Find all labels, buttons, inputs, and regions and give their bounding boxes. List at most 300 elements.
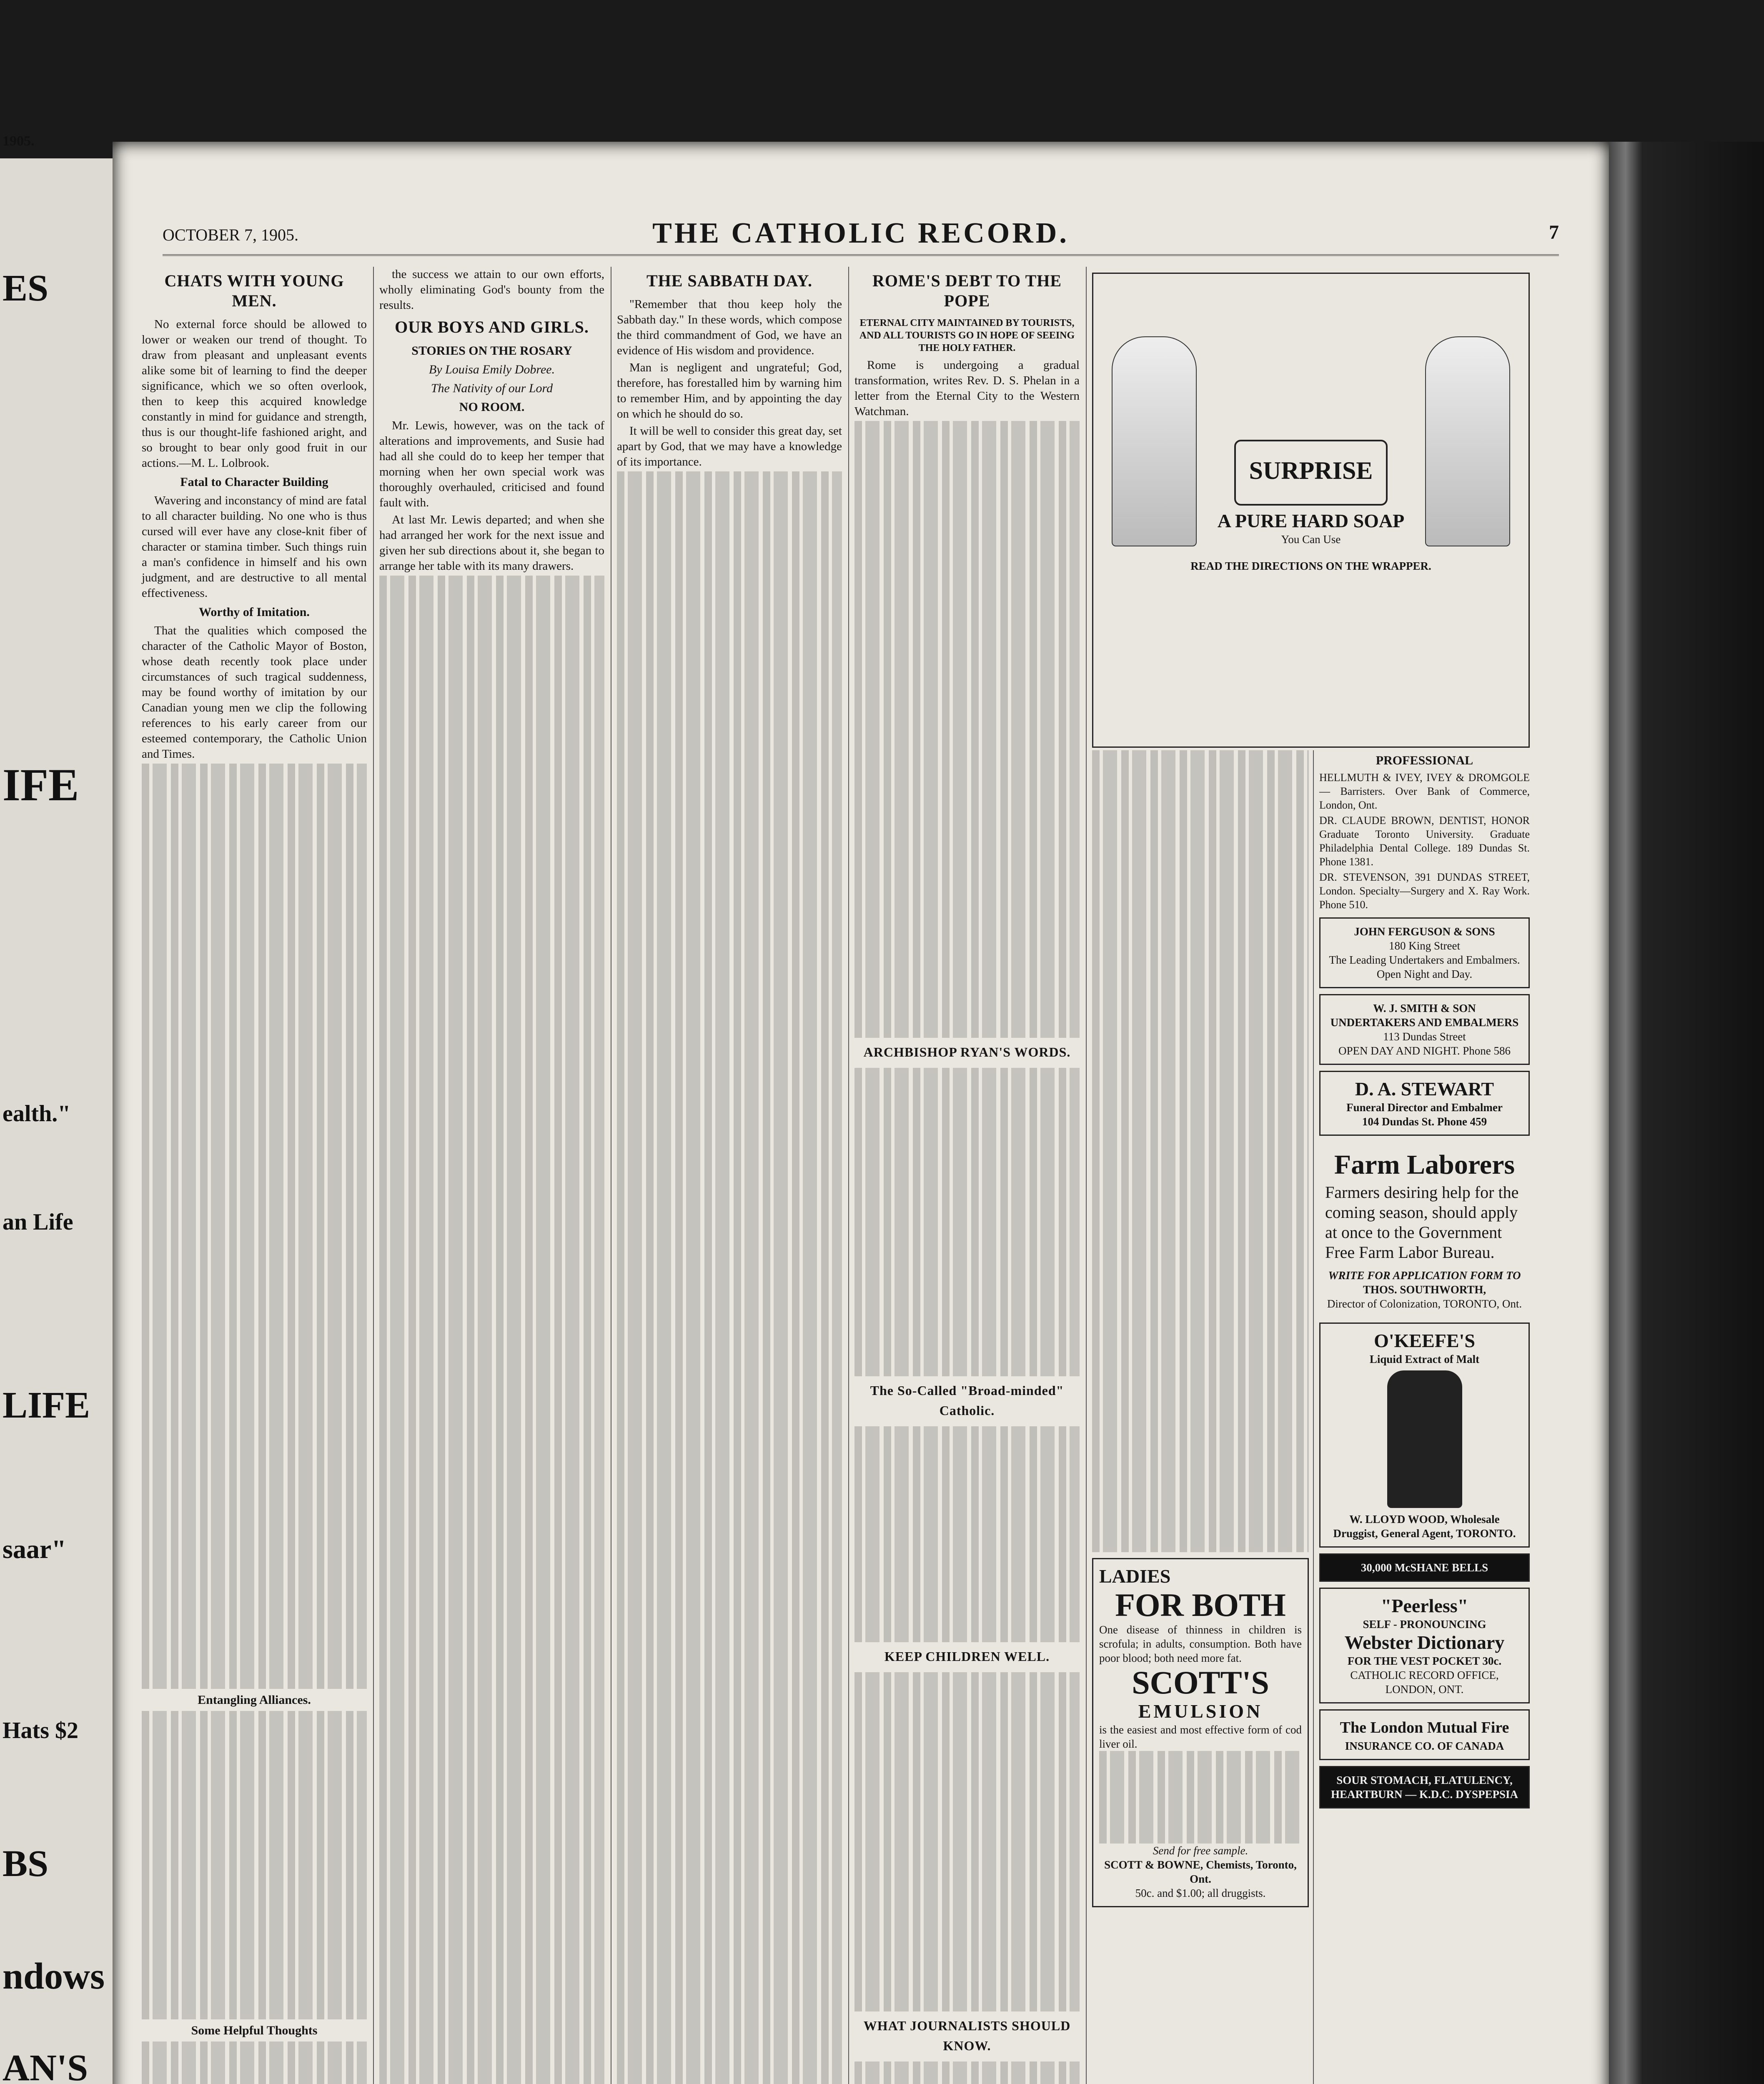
- text-line: [617, 2014, 842, 2029]
- text-line: [854, 1361, 1080, 1376]
- text-line: [617, 579, 842, 595]
- newspaper-page: [113, 142, 1609, 2084]
- text-line: [142, 1643, 367, 1658]
- text-line: [142, 1973, 367, 1989]
- text-line: [1092, 1506, 1309, 1521]
- text-line: [617, 1535, 842, 1551]
- text-line: [142, 1288, 367, 1303]
- text-line: [854, 483, 1080, 498]
- text-line: [379, 1593, 604, 1609]
- text-line: [379, 1393, 604, 1408]
- text-line: [854, 1068, 1080, 1083]
- text-line: [617, 811, 842, 826]
- text-line: [854, 1672, 1080, 1688]
- text-line: [854, 699, 1080, 714]
- text-line: [379, 1979, 604, 1994]
- text-line: [854, 436, 1080, 452]
- text-line: [1092, 1012, 1309, 1028]
- text-line: [617, 1489, 842, 1505]
- text-line: [142, 1658, 367, 1673]
- text-line: [379, 1455, 604, 1470]
- text-line: [1099, 1813, 1302, 1828]
- fragment: IFE: [3, 759, 79, 810]
- paragraph: Wavering and inconstancy of mind are fatal to all character building. No one who is thus cursed will ever have any close-knit fiber of character or stamina timber. Such things ruin a man's confidence in himself and his own judgment, and are destructive to all mental effectiveness.: [142, 494, 367, 600]
- text-line: [854, 1934, 1080, 1950]
- subheading: ETERNAL CITY MAINTAINED BY TOURISTS, AND ALL TOURISTS GO IN HOPE OF SEEING THE HOLY FATHER.: [859, 318, 1075, 353]
- text-line: [854, 899, 1080, 914]
- text-line: [854, 1176, 1080, 1191]
- text-line: [617, 1227, 842, 1242]
- text-line: [617, 1767, 842, 1782]
- text-line: [379, 961, 604, 977]
- text-line: [617, 1736, 842, 1751]
- text-line: [617, 1520, 842, 1535]
- text-line: [1099, 1828, 1302, 1844]
- text-line: [617, 934, 842, 949]
- text-line: [617, 1011, 842, 1027]
- text-line: [617, 1412, 842, 1428]
- text-line: [142, 1180, 367, 1195]
- text-line: [142, 887, 367, 902]
- text-line: [379, 1547, 604, 1563]
- text-line: [854, 1426, 1080, 1442]
- text-line: [379, 1902, 604, 1917]
- text-line: [1092, 827, 1309, 843]
- text-line: [379, 1871, 604, 1886]
- text-line: [1092, 1537, 1309, 1552]
- text-line: [1092, 982, 1309, 997]
- text-line: [142, 1411, 367, 1427]
- text-line: [142, 1927, 367, 1942]
- text-line: [379, 792, 604, 807]
- column-boys-and-girls: [379, 267, 604, 2084]
- text-line: [617, 595, 842, 610]
- text-line: [617, 1135, 842, 1150]
- column-chats-young-men: [142, 267, 367, 2084]
- text-line: [854, 1873, 1080, 1888]
- text-line: [854, 884, 1080, 899]
- text-line: [617, 687, 842, 703]
- text-line: [854, 1488, 1080, 1503]
- bells-text: 30,000 McSHANE BELLS: [1361, 1561, 1488, 1574]
- farm-body: Farmers desiring help for the coming season, should apply at once to the Government Free Farm Labor Bureau.: [1325, 1183, 1519, 1262]
- text-line: [617, 1659, 842, 1674]
- text-line: [1092, 1059, 1309, 1074]
- text-line: [379, 1717, 604, 1732]
- text-line: [617, 1813, 842, 1829]
- text-line: [854, 837, 1080, 853]
- paragraph: "Remember that thou keep holy the Sabbath day." In these words, which compose the third commandment of God, we have an evidence of His wisdom and providence.: [617, 298, 842, 357]
- text-line: [142, 933, 367, 949]
- text-line: [617, 1674, 842, 1690]
- text-line: [617, 1381, 842, 1397]
- ladies-heading: LADIES: [1099, 1566, 1171, 1587]
- text-line: [854, 1145, 1080, 1160]
- text-line: [1092, 1275, 1309, 1290]
- text-line: [142, 1010, 367, 1026]
- text-line: [617, 1073, 842, 1088]
- text-line: [142, 1334, 367, 1350]
- text-line: [142, 1881, 367, 1896]
- text-line: [142, 1134, 367, 1149]
- text-line: [1092, 1259, 1309, 1275]
- text-line: [617, 764, 842, 780]
- article-heading: KEEP CHILDREN WELL.: [884, 1649, 1050, 1664]
- text-line: [854, 2061, 1080, 2077]
- text-line: [1092, 1151, 1309, 1167]
- text-line: [617, 533, 842, 549]
- text-line: [379, 1994, 604, 2010]
- text-line: [617, 1782, 842, 1798]
- text-line: [854, 1550, 1080, 1565]
- text-line: [1092, 997, 1309, 1012]
- text-line: [142, 1566, 367, 1581]
- text-line: [1092, 1120, 1309, 1136]
- text-line: [379, 930, 604, 946]
- text-line: [142, 1989, 367, 2004]
- text-line: [379, 1671, 604, 1686]
- text-line: [854, 1688, 1080, 1703]
- text-line: [854, 652, 1080, 668]
- subheading: Worthy of Imitation.: [199, 605, 310, 619]
- text-line: [379, 869, 604, 884]
- text-line: [142, 1087, 367, 1103]
- text-line: [379, 1485, 604, 1501]
- text-line: [854, 1996, 1080, 2011]
- text-line: [379, 1732, 604, 1748]
- text-line: [854, 2077, 1080, 2084]
- text-line: [617, 672, 842, 687]
- text-line: [617, 1859, 842, 1875]
- text-line: [379, 1856, 604, 1871]
- text-line: [379, 1362, 604, 1378]
- webster-title: Webster Dictionary: [1344, 1632, 1505, 1653]
- text-line: [854, 1130, 1080, 1145]
- text-line: [854, 1581, 1080, 1596]
- text-line: [142, 2041, 367, 2057]
- text-line: [1092, 812, 1309, 827]
- text-line: [379, 1162, 604, 1177]
- text-line: [617, 1212, 842, 1227]
- text-line: [854, 1780, 1080, 1796]
- kdc-text: SOUR STOMACH, FLATULENCY, HEARTBURN — K.D.C. DYSPEPSIA: [1331, 1774, 1518, 1801]
- webster-price: FOR THE VEST POCKET 30c.: [1347, 1655, 1502, 1667]
- text-line: [854, 1237, 1080, 1253]
- issue-date: OCTOBER 7, 1905.: [163, 225, 298, 244]
- text-line: [617, 857, 842, 872]
- text-line: [379, 730, 604, 745]
- ad-desc: UNDERTAKERS AND EMBALMERS: [1330, 1016, 1519, 1029]
- text-line: [379, 853, 604, 869]
- text-line: [854, 1207, 1080, 1222]
- text-line: [854, 1253, 1080, 1268]
- text-line: [617, 703, 842, 718]
- text-line: [142, 995, 367, 1010]
- text-line: [617, 2060, 842, 2075]
- text-line: [379, 684, 604, 699]
- text-line: [854, 1222, 1080, 1237]
- paragraph: Rome is undergoing a gradual transformation, writes Rev. D. S. Phelan in a letter from the Eternal City to the Western Watchman.: [854, 358, 1080, 418]
- text-line: [1099, 1782, 1302, 1797]
- column-sabbath-day: [617, 267, 842, 2084]
- text-line: [617, 919, 842, 934]
- text-line: [854, 498, 1080, 513]
- text-line: [1092, 1321, 1309, 1336]
- text-line: [617, 1335, 842, 1350]
- webster-office: CATHOLIC RECORD OFFICE, LONDON, ONT.: [1350, 1669, 1499, 1696]
- text-line: [617, 1582, 842, 1597]
- text-line: [617, 1320, 842, 1335]
- text-line: [379, 1624, 604, 1640]
- mutual-sub: INSURANCE CO. OF CANADA: [1345, 1740, 1504, 1752]
- text-line: [854, 421, 1080, 436]
- text-line: [379, 2041, 604, 2056]
- text-line: [142, 1742, 367, 1757]
- text-line: [617, 780, 842, 795]
- text-line: [1092, 1383, 1309, 1398]
- text-line: [617, 2029, 842, 2044]
- text-line: [379, 2025, 604, 2041]
- text-line: [379, 1948, 604, 1964]
- farm-contact-title: Director of Colonization, TORONTO, Ont.: [1327, 1297, 1522, 1310]
- text-line: [142, 1803, 367, 1819]
- smith-ad: [1319, 994, 1530, 1065]
- text-line: [617, 1289, 842, 1304]
- text-line: [1099, 1797, 1302, 1813]
- text-line: [617, 980, 842, 996]
- text-line: [1092, 1413, 1309, 1429]
- text-line: [617, 1597, 842, 1613]
- text-line: [617, 749, 842, 764]
- text-line: [617, 1474, 842, 1489]
- article-heading: ROME'S DEBT TO THE POPE: [872, 271, 1062, 310]
- text-line: [379, 1408, 604, 1424]
- text-line: [379, 1208, 604, 1223]
- text-line: [142, 1319, 367, 1334]
- text-line: [617, 996, 842, 1011]
- text-line: [142, 1057, 367, 1072]
- text-line: [142, 1504, 367, 1519]
- text-line: [617, 2075, 842, 2084]
- text-line: [379, 1748, 604, 1763]
- text-line: [1092, 889, 1309, 904]
- text-line: [379, 1933, 604, 1948]
- text-line: [854, 1888, 1080, 1904]
- text-line: [142, 1911, 367, 1927]
- text-line: [379, 1316, 604, 1331]
- text-line: [142, 1535, 367, 1550]
- text-line: [142, 1612, 367, 1627]
- text-line: [142, 1226, 367, 1242]
- text-line: [854, 1842, 1080, 1857]
- text-line: [142, 1165, 367, 1180]
- text-line: [142, 979, 367, 995]
- text-line: [617, 1890, 842, 1906]
- text-line: [854, 1315, 1080, 1330]
- section-title: NO ROOM.: [459, 400, 525, 414]
- scott-price: 50c. and $1.00; all druggists.: [1135, 1887, 1266, 1899]
- text-line: [379, 1270, 604, 1285]
- text-line: [617, 1350, 842, 1366]
- article-heading: ARCHBISHOP RYAN'S WORDS.: [863, 1045, 1071, 1060]
- text-line: [1092, 1043, 1309, 1059]
- text-line: [854, 1345, 1080, 1361]
- paragraph: Mr. Lewis, however, was on the tack of alterations and improvements, and Susie had had all she could do to keep her temper that morning when her own special work was thoroughly overhauled, criticised and found fault with.: [379, 419, 604, 509]
- fragment: BS: [3, 1843, 49, 1884]
- text-line: [142, 1396, 367, 1411]
- text-line: [379, 576, 604, 591]
- okeefe-sub: Liquid Extract of Malt: [1369, 1353, 1480, 1365]
- text-line: [379, 807, 604, 822]
- soap-note: You Can Use: [1281, 533, 1341, 546]
- text-line: [379, 1038, 604, 1054]
- text-line: [379, 1794, 604, 1809]
- text-line: [142, 1711, 367, 1726]
- text-line: [617, 1875, 842, 1890]
- masthead: [163, 217, 1559, 256]
- text-line: [617, 1613, 842, 1628]
- text-line: [379, 1501, 604, 1516]
- text-line: [1092, 1213, 1309, 1228]
- text-line: [379, 637, 604, 653]
- text-line: [1092, 858, 1309, 874]
- scott-text: One disease of thinness in children is scrofula; in adults, consumption. Both have poor blood; both need more fat.: [1099, 1623, 1302, 1664]
- text-line: [142, 1788, 367, 1803]
- text-line: [142, 1427, 367, 1442]
- text-line: [617, 1104, 842, 1119]
- text-line: [617, 1566, 842, 1582]
- article-heading: THE SABBATH DAY.: [646, 271, 812, 290]
- text-line: [379, 1686, 604, 1701]
- text-line: [617, 1428, 842, 1443]
- text-line: [379, 915, 604, 930]
- text-line: [854, 591, 1080, 606]
- text-line: [617, 1628, 842, 1643]
- fragment: ES: [3, 268, 49, 309]
- text-line: [854, 1022, 1080, 1038]
- text-line: [854, 683, 1080, 699]
- text-line: [854, 1611, 1080, 1627]
- text-line: [617, 487, 842, 502]
- text-line: [617, 1042, 842, 1057]
- column-rule: [1313, 750, 1314, 2084]
- text-line: [1092, 935, 1309, 951]
- text-line: [1092, 1367, 1309, 1383]
- mutual-ad: [1319, 1709, 1530, 1760]
- text-line: [379, 1917, 604, 1933]
- text-line: [854, 745, 1080, 760]
- webster-ad: [1319, 1588, 1530, 1703]
- text-line: [142, 2004, 367, 2019]
- surprise-soap-ad: [1092, 273, 1530, 748]
- article-heading: OUR BOYS AND GIRLS.: [395, 318, 589, 336]
- text-line: [854, 1811, 1080, 1826]
- text-line: [617, 1798, 842, 1813]
- text-line: [1092, 1244, 1309, 1259]
- text-line: [379, 745, 604, 761]
- text-line: [379, 1331, 604, 1347]
- text-line: [1092, 1136, 1309, 1151]
- text-line: [854, 1627, 1080, 1642]
- fragment: ndows: [3, 1956, 105, 1997]
- text-line: [379, 1470, 604, 1485]
- fragment: an Life: [3, 1209, 73, 1235]
- text-line: [854, 1330, 1080, 1345]
- text-line: [617, 1705, 842, 1721]
- text-line: [379, 1886, 604, 1902]
- ad-desc: The Leading Undertakers and Embalmers. Open Night and Day.: [1329, 954, 1520, 980]
- text-line: [854, 714, 1080, 729]
- soap-bar-icon: [1234, 440, 1388, 506]
- text-line: [617, 610, 842, 626]
- text-line: [854, 791, 1080, 807]
- text-line: [854, 1965, 1080, 1981]
- text-line: [617, 965, 842, 980]
- text-line: [142, 1041, 367, 1057]
- text-line: [379, 653, 604, 668]
- professional-card: DR. STEVENSON, 391 DUNDAS STREET, London. Specialty—Surgery and X. Ray Work. Phone 510.: [1319, 871, 1530, 911]
- text-line: [617, 1458, 842, 1474]
- text-line: [1092, 1105, 1309, 1120]
- text-line: [617, 1829, 842, 1844]
- text-line: [617, 1196, 842, 1212]
- text-line: [379, 1254, 604, 1270]
- text-line: [617, 1906, 842, 1921]
- text-line: [379, 1701, 604, 1717]
- text-line: [617, 626, 842, 641]
- text-line: [854, 1442, 1080, 1457]
- text-line: [854, 1734, 1080, 1749]
- paragraph: Man is negligent and ungrateful; God, therefore, has forestalled him by warning him to remember Him, and by appointing the day on which he should do so.: [617, 361, 842, 421]
- okeefe-title: O'KEEFE'S: [1374, 1330, 1475, 1351]
- text-line: [379, 1578, 604, 1593]
- text-line: [617, 1967, 842, 1983]
- text-line: [617, 1952, 842, 1967]
- text-line: [379, 1023, 604, 1038]
- text-line: [142, 1673, 367, 1689]
- ad-address: 180 King Street: [1389, 939, 1460, 952]
- text-line: [379, 622, 604, 637]
- text-line: [617, 1998, 842, 2014]
- text-line: [142, 1627, 367, 1643]
- text-line: [854, 1299, 1080, 1315]
- text-line: [1092, 797, 1309, 812]
- text-line: [379, 699, 604, 714]
- text-line: [617, 903, 842, 919]
- text-line: [379, 1223, 604, 1239]
- text-line: [1092, 1028, 1309, 1043]
- text-line: [617, 949, 842, 965]
- text-line: [142, 964, 367, 979]
- text-line: [1092, 1305, 1309, 1321]
- text-line: [617, 1150, 842, 1165]
- text-line: [379, 1177, 604, 1192]
- text-line: [617, 842, 842, 857]
- text-line: [1092, 1182, 1309, 1197]
- text-line: [1092, 1475, 1309, 1490]
- text-line: [379, 1146, 604, 1162]
- text-line: [142, 1726, 367, 1742]
- text-line: [142, 1819, 367, 1834]
- text-line: [617, 1366, 842, 1381]
- text-line: [379, 946, 604, 961]
- text-line: [142, 1303, 367, 1319]
- text-line: [379, 1778, 604, 1794]
- text-line: [1092, 1490, 1309, 1506]
- text-line: [142, 1519, 367, 1535]
- farm-contact: THOS. SOUTHWORTH,: [1363, 1283, 1486, 1296]
- text-line: [142, 2072, 367, 2084]
